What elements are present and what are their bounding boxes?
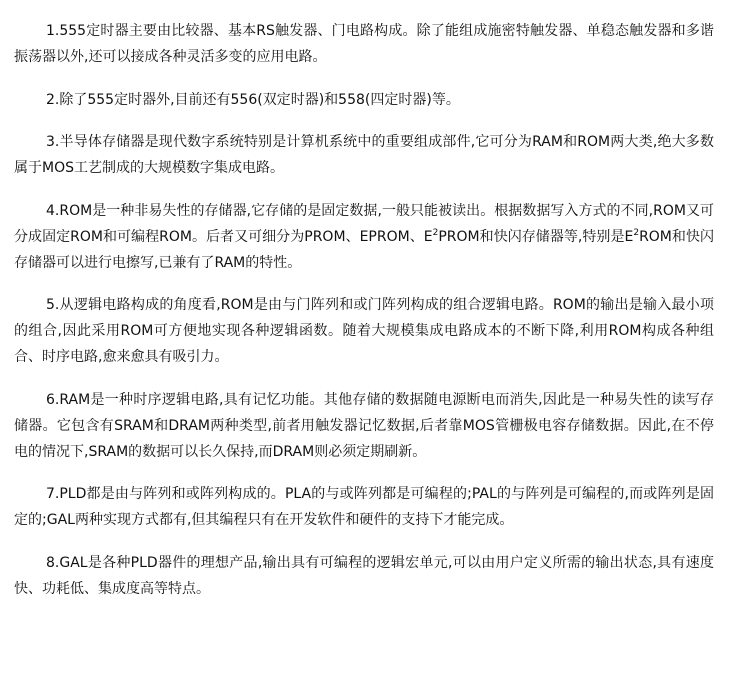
paragraph-text: 1.555定时器主要由比较器、基本RS触发器、门电路构成。除了能组成施密特触发器、单稳态触发器和多谐振荡器以外,还可以接成各种灵活多变的应用电路。 bbox=[14, 23, 714, 65]
paragraph-5 bbox=[14, 292, 714, 370]
paragraph-8 bbox=[14, 550, 714, 602]
paragraph-2 bbox=[14, 87, 714, 113]
paragraph-3 bbox=[14, 129, 714, 181]
document-body bbox=[14, 18, 714, 618]
paragraph-text: 3.半导体存储器是现代数字系统特别是计算机系统中的重要组成部件,它可分为RAM和ROM两大类,绝大多数属于MOS工艺制成的大规模数字集成电路。 bbox=[14, 134, 714, 176]
paragraph-4 bbox=[14, 198, 714, 276]
paragraph-text: 7.PLD都是由与阵列和或阵列构成的。PLA的与或阵列都是可编程的;PAL的与阵列是可编程的,而或阵列是固定的;GAL两种实现方式都有,但其编程只有在开发软件和硬件的支持下才能完成。 bbox=[14, 486, 714, 528]
paragraph-text: 4.ROM是一种非易失性的存储器,它存储的是固定数据,一般只能被读出。根据数据写入方式的不同,ROM又可分成固定ROM和可编程ROM。后者又可细分为PROM、EPROM、E bbox=[14, 202, 714, 245]
superscript: 2 bbox=[432, 227, 439, 238]
paragraph-text: 6.RAM是一种时序逻辑电路,具有记忆功能。其他存储的数据随电源断电而消失,因此是一种易失性的读写存储器。它包含有SRAM和DRAM两种类型,前者用触发器记忆数据,后者靠MOS管栅极电容存储数据。因此,在不停电的情况下,SRAM的数据可以长久保持,而DRAM则必须定期刷新。 bbox=[14, 391, 714, 460]
superscript: 2 bbox=[633, 227, 640, 238]
paragraph-1 bbox=[14, 18, 714, 70]
paragraph-7 bbox=[14, 481, 714, 533]
paragraph-text: ROM和快闪存储器可以进行电擦写,已兼有了RAM的特性。 bbox=[14, 228, 714, 271]
paragraph-text: 5.从逻辑电路构成的角度看,ROM是由与门阵列和或门阵列构成的组合逻辑电路。ROM的输出是输入最小项的组合,因此采用ROM可方便地实现各种逻辑函数。随着大规模集成电路成本的不断下降,利用ROM构成各种组合、时序电路,愈来愈具有吸引力。 bbox=[14, 297, 714, 365]
paragraph-text: 8.GAL是各种PLD器件的理想产品,输出具有可编程的逻辑宏单元,可以由用户定义所需的输出状态,具有速度快、功耗低、集成度高等特点。 bbox=[14, 554, 714, 597]
paragraph-text: PROM和快闪存储器等,特别是E bbox=[438, 228, 634, 245]
paragraph-text: 2.除了555定时器外,目前还有556(双定时器)和558(四定时器)等。 bbox=[46, 91, 460, 108]
paragraph-6 bbox=[14, 387, 714, 465]
